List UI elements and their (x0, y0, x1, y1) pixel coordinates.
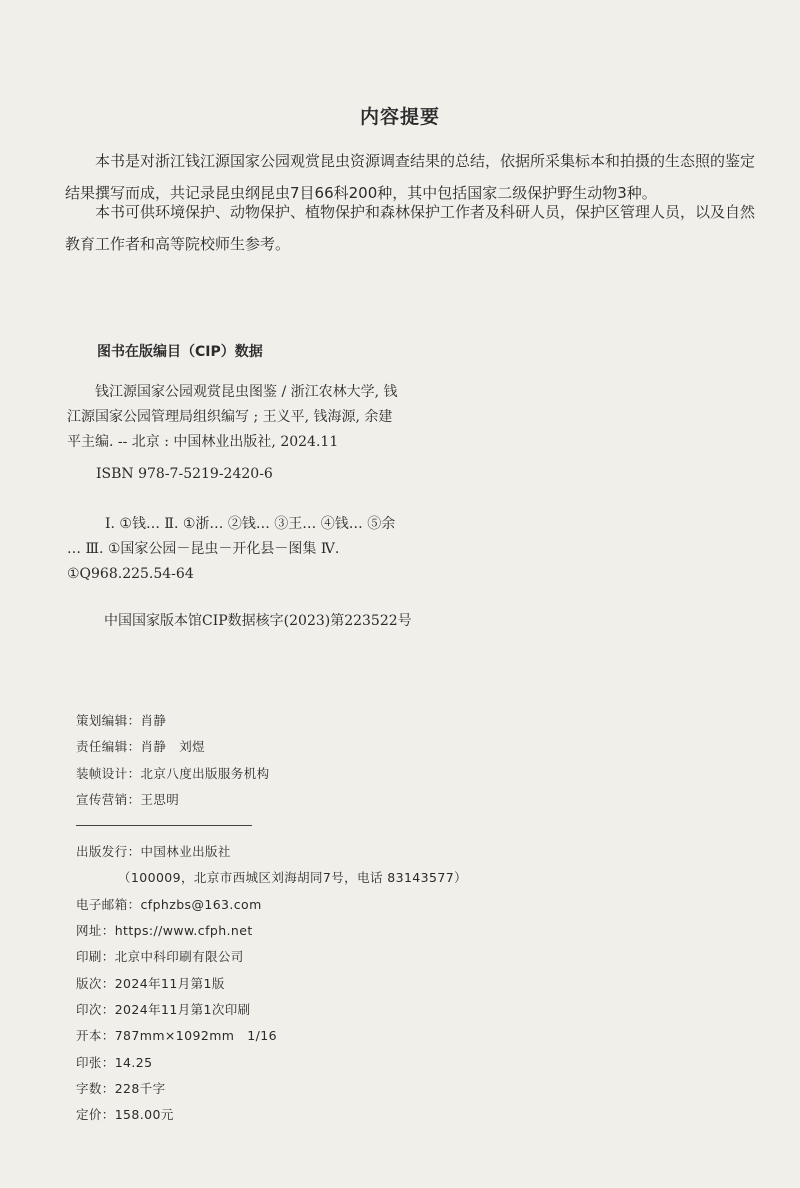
summary-text-1: 本书是对浙江钱江源国家公园观赏昆虫资源调查结果的总结，依据所采集标本和拍摄的生态照的鉴定结果撰写而成，共记录昆虫纲昆虫7目66科200种，其中包括国家二级保护野生动物3种。 (65, 152, 756, 202)
printed-sheets: 印张：14.25 (76, 1054, 153, 1070)
publisher: 出版发行：中国林业出版社 (76, 844, 231, 860)
publication-credits (76, 708, 467, 1128)
price: 定价：158.00元 (76, 1107, 174, 1123)
binding-design: 装帧设计：北京八度出版服务机构 (76, 765, 270, 781)
edition: 版次：2024年11月第1版 (76, 975, 225, 991)
printer: 印刷：北京中科印刷有限公司 (76, 949, 244, 965)
cip-classification (67, 512, 427, 587)
word-count: 字数：228千字 (76, 1080, 166, 1096)
summary-heading: 内容提要 (359, 106, 440, 128)
cip-class-line: … Ⅲ. ①国家公园－昆虫－开化县－图集 Ⅳ. (67, 541, 340, 557)
planning-editor: 策划编辑：肖静 (76, 713, 167, 728)
publisher-address: （100009，北京市西城区刘海胡同7号，电话 83143577） (118, 870, 467, 886)
cip-desc-line: 钱江源国家公园观赏昆虫图鉴 / 浙江农林大学, 钱 (95, 384, 398, 400)
cip-heading: 图书在版编目（CIP）数据 (97, 344, 263, 360)
cip-class-line: ①Q968.225.54-64 (67, 566, 194, 582)
format: 开本：787mm×1092mm 1/16 (76, 1028, 277, 1044)
cip-desc-line: 江源国家公园管理局组织编写 ; 王义平, 钱海源, 余建 (67, 409, 393, 425)
responsible-editor: 责任编辑：肖静 刘煜 (76, 739, 206, 755)
printing: 印次：2024年11月第1次印刷 (76, 1001, 251, 1017)
summary-paragraph-2 (65, 196, 755, 260)
email: 电子邮箱：cfphzbs@163.com (76, 896, 262, 912)
summary-text-2: 本书可供环境保护、动物保护、植物保护和森林保护工作者及科研人员，保护区管理人员，以及自然教育工作者和高等院校师生参考。 (65, 203, 756, 253)
cip-desc-line: 平主编. -- 北京 : 中国林业出版社, 2024.11 (67, 434, 339, 450)
isbn: ISBN 978-7-5219-2420-6 (96, 466, 273, 482)
cip-description (67, 380, 427, 455)
website: 网址：https://www.cfph.net (76, 923, 253, 939)
credits-divider (76, 825, 252, 826)
cip-number: 中国国家版本馆CIP数据核字(2023)第223522号 (104, 613, 412, 629)
cip-class-line: Ⅰ. ①钱… Ⅱ. ①浙… ②钱… ③王… ④钱… ⑤余 (105, 516, 396, 532)
marketing: 宣传营销：王思明 (76, 791, 180, 807)
